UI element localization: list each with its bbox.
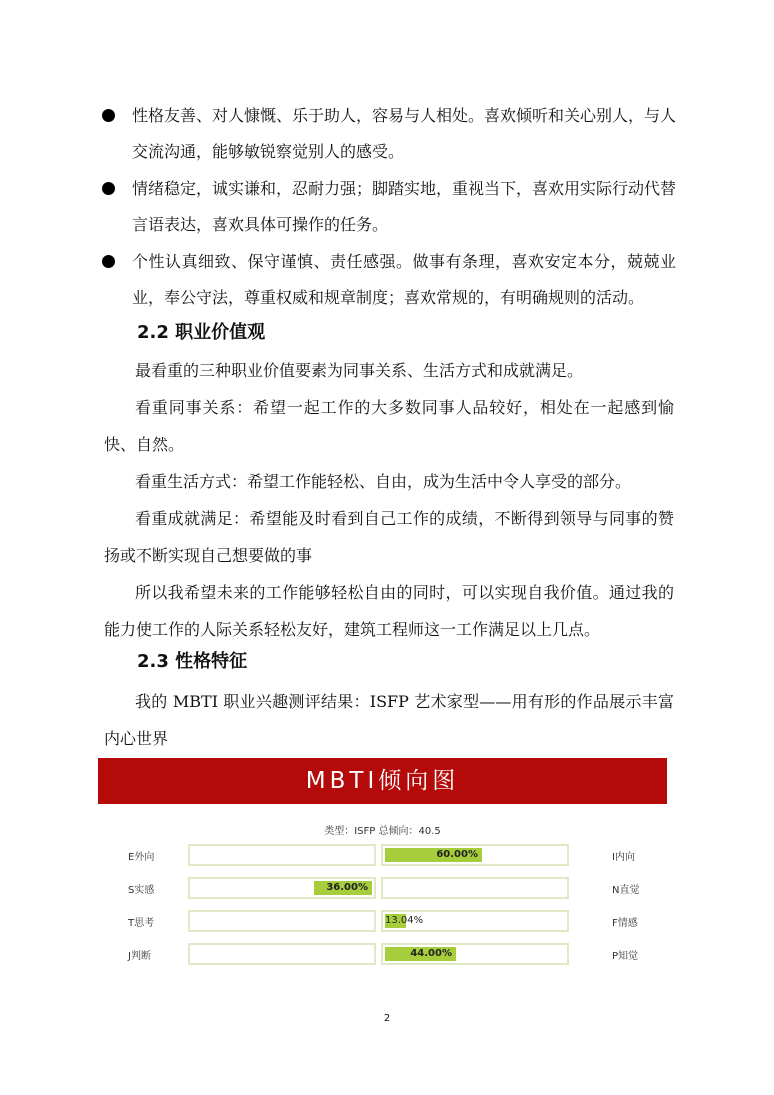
mbti-right-box [381, 943, 569, 965]
mbti-left-trait: T思考 [128, 918, 155, 929]
mbti-right-trait: P知觉 [612, 951, 639, 962]
bullet-text: 个性认真细致、保守谨慎、责任感强。做事有条理，喜欢安定本分，兢兢业业，奉公守法，尊重权威和规章制度；喜欢常规的，有明确规则的活动。 [132, 252, 676, 307]
mbti-percent-label: 60.00% [436, 849, 478, 860]
bullet-dot-icon [102, 182, 115, 195]
mbti-chart [98, 758, 667, 976]
paragraph: 看重同事关系：希望一起工作的大多数同事人品较好，相处在一起感到愉快、自然。 [104, 398, 674, 454]
mbti-left-box [188, 844, 376, 866]
paragraph: 看重成就满足：希望能及时看到自己工作的成绩，不断得到领导与同事的赞扬或不断实现自己想要做的事 [104, 509, 674, 565]
mbti-percent-label: 44.00% [410, 948, 452, 959]
mbti-percent-label: 36.00% [326, 882, 368, 893]
mbti-left-trait: E外向 [128, 852, 155, 863]
mbti-bar [385, 947, 456, 961]
bullet-item [104, 244, 676, 316]
mbti-left-box [188, 877, 376, 899]
section-heading-2-2: 2.2 职业价值观 [137, 322, 266, 343]
mbti-right-box [381, 910, 569, 932]
bullet-text: 情绪稳定，诚实谦和，忍耐力强；脚踏实地，重视当下，喜欢用实际行动代替言语表达，喜欢具体可操作的任务。 [132, 179, 677, 234]
paragraph: 我的 MBTI 职业兴趣测评结果：ISFP 艺术家型——用有形的作品展示丰富内心世界 [104, 692, 674, 748]
section-heading-2-3: 2.3 性格特征 [137, 651, 248, 672]
mbti-right-box [381, 844, 569, 866]
bullet-text: 性格友善、对人慷慨、乐于助人，容易与人相处。喜欢倾听和关心别人，与人交流沟通，能够敏锐察觉别人的感受。 [132, 106, 677, 161]
mbti-right-trait: I内向 [612, 852, 635, 863]
mbti-left-trait: J判断 [128, 951, 151, 962]
bullet-dot-icon [102, 109, 115, 122]
paragraph: 最看重的三种职业价值要素为同事关系、生活方式和成就满足。 [135, 361, 584, 380]
mbti-left-trait: S实感 [128, 885, 155, 896]
bullet-dot-icon [102, 255, 115, 268]
mbti-right-trait: N直觉 [612, 885, 640, 896]
mbti-left-box [188, 910, 376, 932]
page-number: 2 [383, 1013, 391, 1024]
mbti-left-box [188, 943, 376, 965]
mbti-right-trait: F情感 [612, 918, 638, 929]
mbti-bar [314, 881, 372, 895]
mbti-right-box [381, 877, 569, 899]
bullet-item [104, 98, 676, 170]
mbti-bar [385, 848, 482, 862]
paragraph: 所以我希望未来的工作能够轻松自由的同时，可以实现自我价值。通过我的能力使工作的人际关系轻松友好，建筑工程师这一工作满足以上几点。 [104, 583, 674, 639]
mbti-banner: MBTI倾向图 [98, 758, 667, 804]
bullet-item [104, 171, 676, 243]
mbti-subtitle: 类型：ISFP 总倾向：40.5 [324, 826, 441, 837]
paragraph: 看重生活方式：希望工作能轻松、自由，成为生活中令人享受的部分。 [135, 472, 632, 491]
mbti-percent-label: 13.04% [385, 915, 424, 926]
